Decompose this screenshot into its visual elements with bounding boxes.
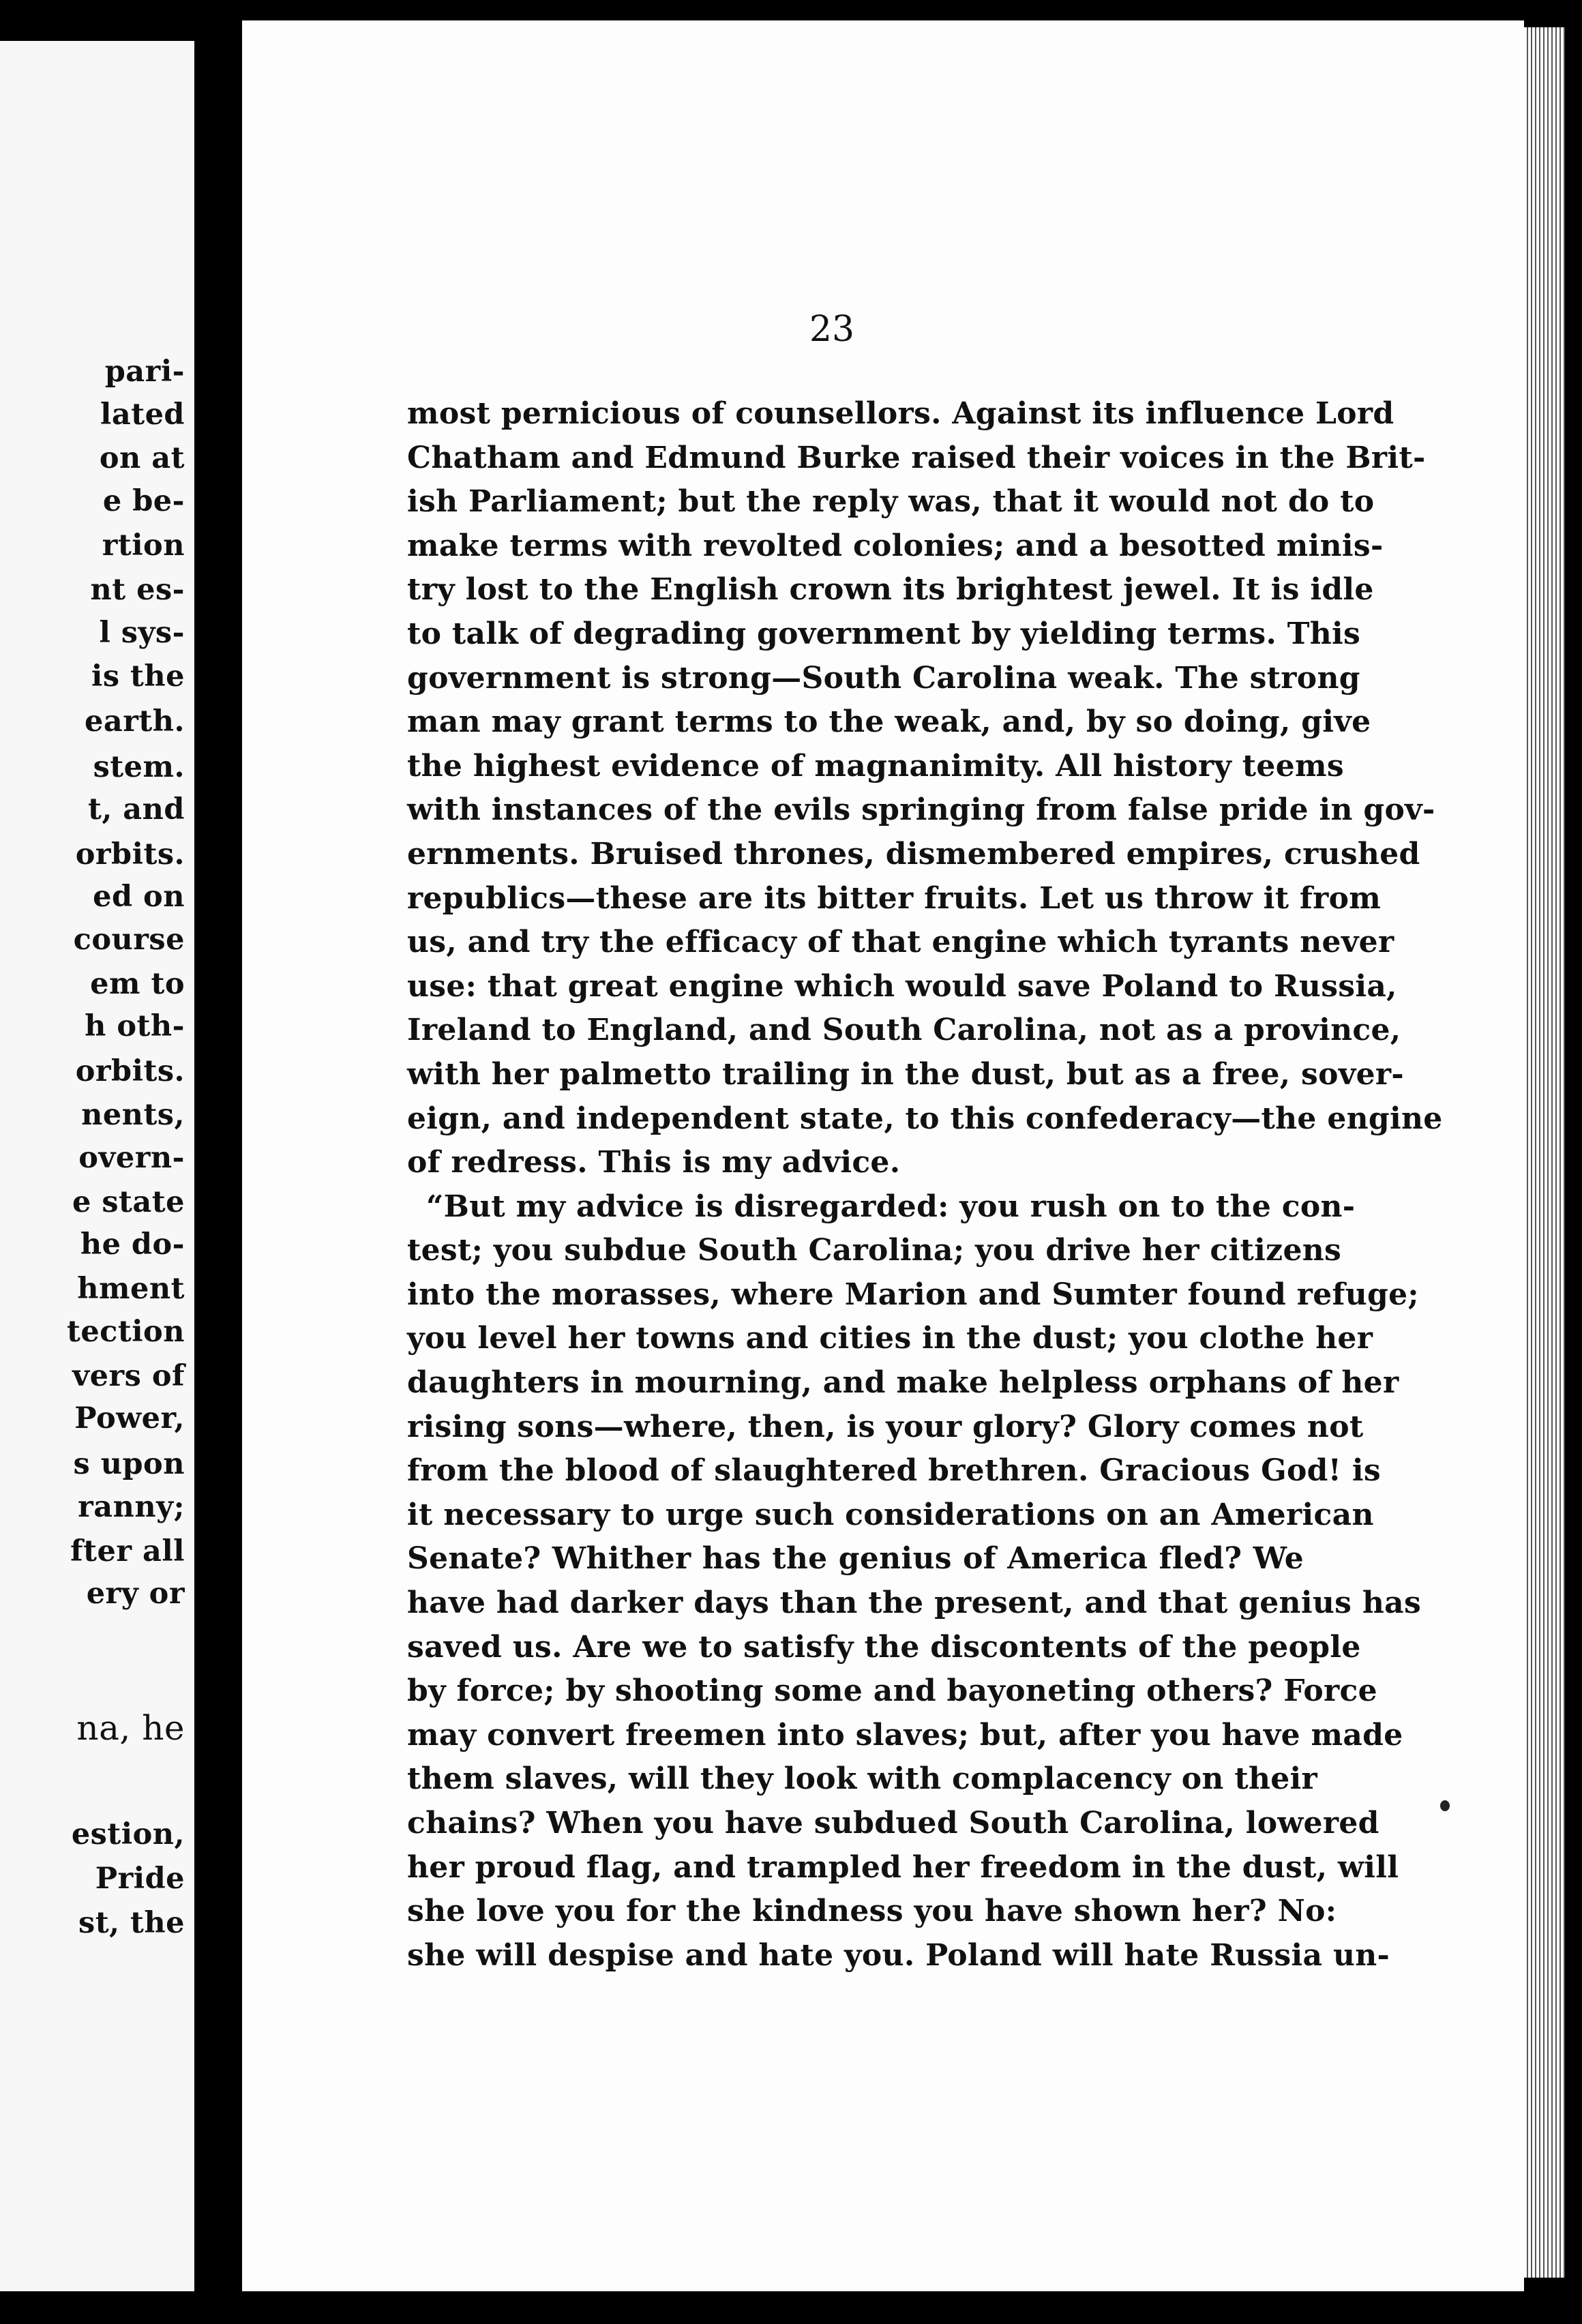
text-line: by force; by shooting some and bayoneting others? Force <box>407 1673 1377 1709</box>
left-page-line: e be- <box>102 484 185 518</box>
left-page-line: rtion <box>102 528 185 563</box>
text-line: she will despise and hate you. Poland will hate Russia un- <box>407 1937 1390 1973</box>
left-page-line: e state <box>72 1185 185 1219</box>
left-page-line: on at <box>99 441 185 475</box>
left-page-line: ery or <box>86 1577 185 1611</box>
left-page-line: is the <box>91 659 185 694</box>
left-page-fragment <box>0 41 194 2291</box>
left-page-line: tection <box>66 1315 185 1349</box>
text-line: make terms with revolted colonies; and a besotted minis- <box>407 528 1384 563</box>
text-line: she love you for the kindness you have shown her? No: <box>407 1894 1337 1929</box>
text-line: with her palmetto trailing in the dust, but as a free, sover- <box>407 1056 1404 1092</box>
left-page-line: st, the <box>78 1906 185 1940</box>
left-page-line: he do- <box>80 1227 185 1262</box>
left-page-line: nt es- <box>90 573 185 607</box>
text-line: into the morasses, where Marion and Sumter found refuge; <box>407 1277 1419 1312</box>
page-number: 23 <box>809 309 855 350</box>
text-line: rising sons—where, then, is your glory? Glory comes not <box>407 1409 1364 1444</box>
left-page-line: h oth- <box>85 1009 185 1043</box>
text-line: eign, and independent state, to this confederacy—the engine <box>407 1101 1443 1136</box>
left-page-line: nents, <box>81 1098 185 1132</box>
left-page-line: orbits. <box>75 1054 185 1088</box>
left-page-line: earth. <box>85 704 185 739</box>
text-line: have had darker days than the present, and that genius has <box>407 1585 1422 1621</box>
left-page-line: s upon <box>73 1447 185 1481</box>
text-line: them slaves, will they look with complacency on their <box>407 1761 1318 1797</box>
text-line: us, and try the efficacy of that engine which tyrants never <box>407 925 1394 960</box>
left-page-line: overn- <box>78 1141 185 1175</box>
left-page-line: pari- <box>104 355 185 389</box>
text-line: use: that great engine which would save Poland to Russia, <box>407 968 1397 1004</box>
text-line: man may grant terms to the weak, and, by so doing, give <box>407 704 1371 740</box>
text-line: Chatham and Edmund Burke raised their voices in the Brit- <box>407 440 1426 475</box>
text-line: ernments. Bruised thrones, dismembered empires, crushed <box>407 836 1420 872</box>
left-page-line: Power, <box>74 1401 185 1435</box>
ink-smudge <box>1440 1800 1450 1811</box>
left-page-line: ranny; <box>78 1490 185 1524</box>
left-page-line: em to <box>90 967 185 1001</box>
text-line: try lost to the English crown its brightest jewel. It is idle <box>407 572 1374 608</box>
text-line: Senate? Whither has the genius of America fled? We <box>407 1541 1304 1577</box>
text-line: chains? When you have subdued South Carolina, lowered <box>407 1806 1379 1841</box>
text-line: to talk of degrading government by yielding terms. This <box>407 616 1361 651</box>
text-line: the highest evidence of magnanimity. All history teems <box>407 748 1344 784</box>
text-line: ish Parliament; but the reply was, that it would not do to <box>407 484 1375 520</box>
text-line: you level her towns and cities in the dust; you clothe her <box>407 1321 1373 1356</box>
text-line: “But my advice is disregarded: you rush on to the con- <box>426 1189 1356 1224</box>
text-line: with instances of the evils springing from false pride in gov- <box>407 792 1435 828</box>
text-line: of redress. This is my advice. <box>407 1145 901 1180</box>
left-page-line: lated <box>100 398 185 432</box>
left-page-line: na, he <box>76 1708 185 1748</box>
text-line: government is strong—South Carolina weak. The strong <box>407 660 1360 696</box>
text-line: saved us. Are we to satisfy the discontents of the people <box>407 1629 1361 1665</box>
text-line: republics—these are its bitter fruits. Let us throw it from <box>407 880 1382 916</box>
left-page-line: Pride <box>95 1862 185 1896</box>
left-page-line: orbits. <box>75 837 185 872</box>
left-page-line: t, and <box>88 792 185 826</box>
left-page-line: estion, <box>71 1817 185 1851</box>
book-gutter <box>194 0 242 2324</box>
left-page-line: course <box>73 923 185 957</box>
left-page-line: stem. <box>93 750 185 784</box>
left-page-line: fter all <box>70 1534 185 1568</box>
text-line: may convert freemen into slaves; but, after you have made <box>407 1717 1403 1753</box>
text-line: Ireland to England, and South Carolina, not as a province, <box>407 1013 1401 1048</box>
page-edges <box>1524 27 1565 2278</box>
left-page-line: hment <box>77 1272 185 1306</box>
text-line: daughters in mourning, and make helpless orphans of her <box>407 1365 1399 1401</box>
text-line: test; you subdue South Carolina; you drive her citizens <box>407 1233 1342 1268</box>
text-line: it necessary to urge such considerations on an American <box>407 1497 1374 1532</box>
left-page-line: vers of <box>72 1359 185 1393</box>
left-page-line: ed on <box>93 880 185 914</box>
body-text <box>407 392 1443 1978</box>
text-line: her proud flag, and trampled her freedom in the dust, will <box>407 1849 1399 1885</box>
text-line: most pernicious of counsellors. Against its influence Lord <box>407 396 1394 431</box>
left-page-line: l sys- <box>99 616 185 650</box>
text-line: from the blood of slaughtered brethren. Gracious God! is <box>407 1453 1382 1489</box>
